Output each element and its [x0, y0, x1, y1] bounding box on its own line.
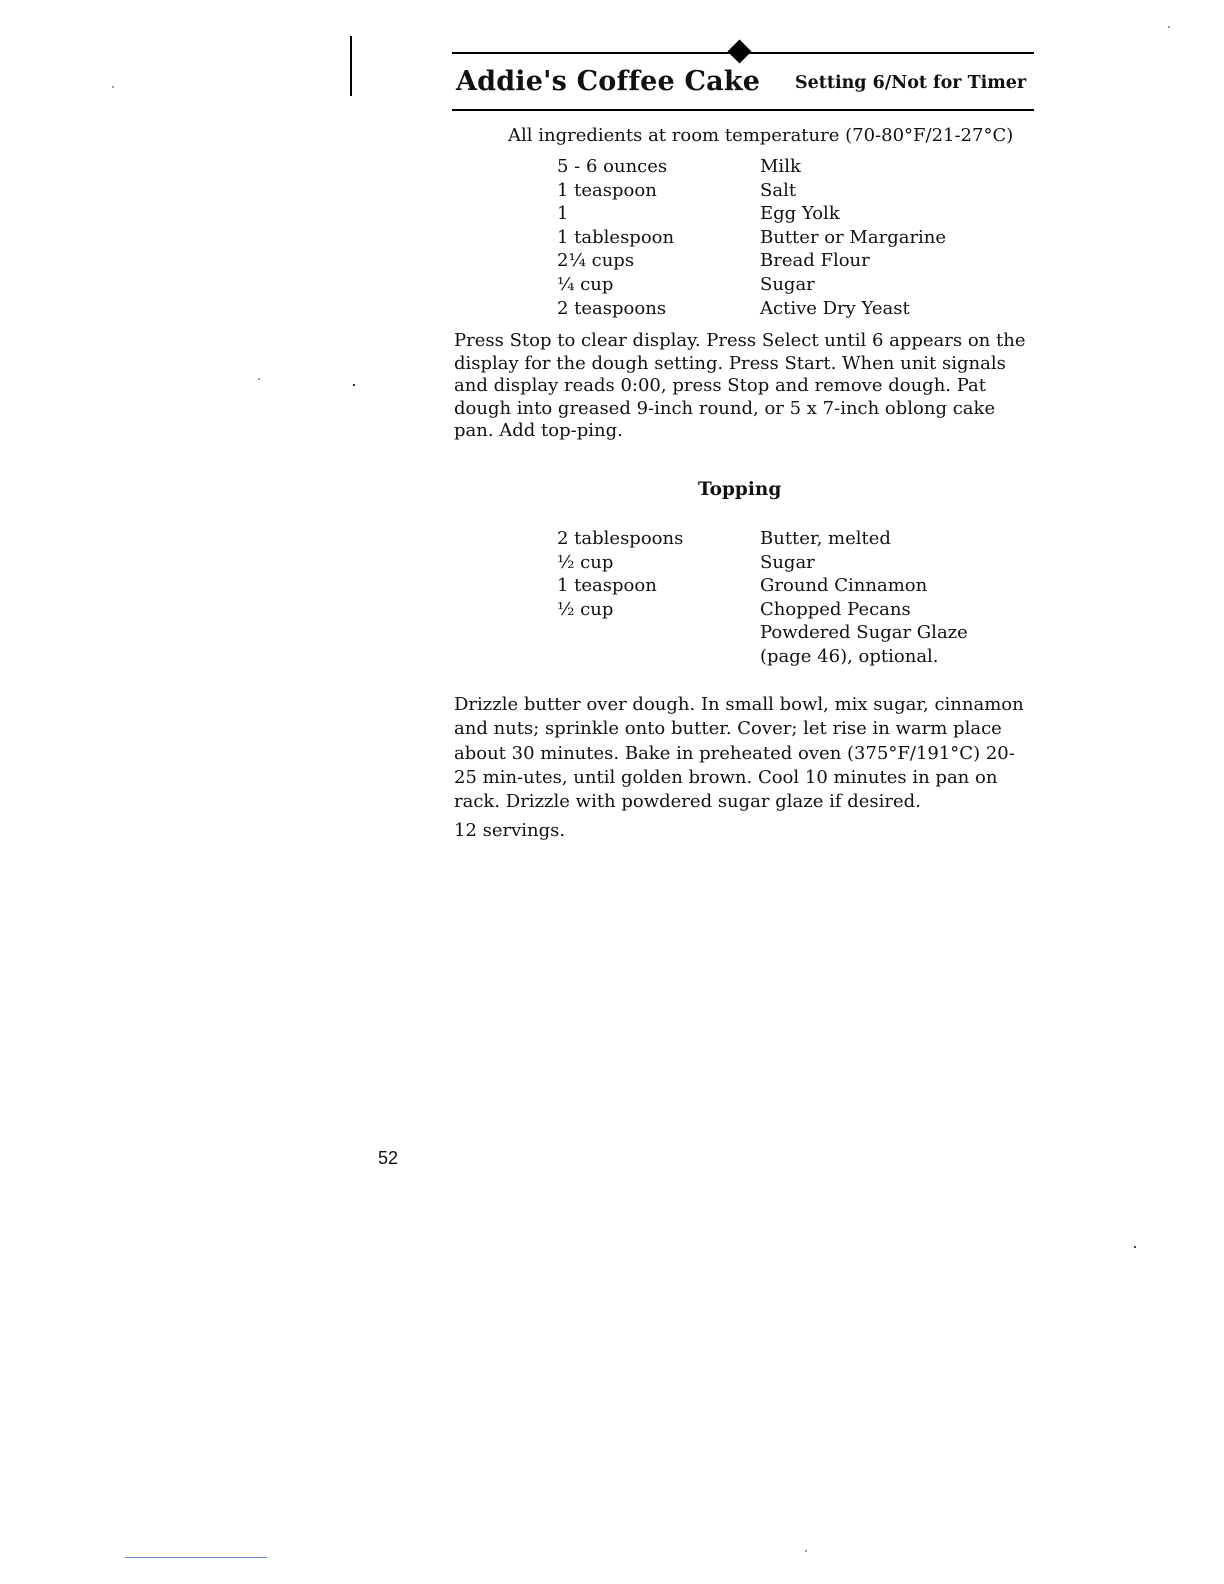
topping-item: Sugar — [760, 551, 815, 573]
ingredient-row — [557, 179, 946, 203]
ingredient-qty: 1 — [557, 203, 569, 225]
intro-note: All ingredients at room temperature (70-80°F/21-27°C) — [508, 125, 1014, 146]
ingredient-item: Butter or Margarine — [760, 226, 947, 248]
topping-row — [557, 527, 968, 551]
instructions-paragraph: Press Stop to clear display. Press Select until 6 appears on the display for the dough setting. Press Start. When unit signals and display reads 0:00, press Stop and remove dough. Pat dough into greased 9-inch round, or 5 x 7-inch oblong cake pan. Add top-ping. — [454, 330, 1026, 442]
topping-qty: ½ cup — [557, 551, 614, 573]
ingredient-qty: 2 teaspoons — [557, 297, 667, 319]
topping-row — [557, 621, 968, 645]
ingredient-item: Egg Yolk — [760, 203, 840, 225]
recipe-title: Addie's Coffee Cake — [456, 66, 761, 97]
header-bottom-rule — [452, 109, 1034, 111]
topping-item: (page 46), optional. — [760, 645, 939, 667]
topping-row — [557, 598, 968, 622]
scan-speck — [1134, 1246, 1136, 1248]
topping-row — [557, 551, 968, 575]
ingredient-item: Salt — [760, 179, 797, 201]
topping-item: Chopped Pecans — [760, 598, 911, 620]
ingredient-item: Active Dry Yeast — [760, 297, 910, 319]
diamond-ornament — [727, 39, 751, 63]
topping-item: Ground Cinnamon — [760, 575, 928, 597]
ingredient-row — [557, 155, 946, 179]
servings: 12 servings. — [454, 820, 566, 841]
scan-speck — [1168, 26, 1170, 28]
ingredient-qty: 2¼ cups — [557, 250, 635, 272]
setting-label: Setting 6/Not for Timer — [795, 73, 1027, 93]
ingredient-row — [557, 297, 946, 321]
topping-qty-empty — [557, 621, 760, 645]
topping-row — [557, 645, 968, 669]
topping-qty-empty — [557, 645, 760, 669]
scan-speck — [805, 1550, 807, 1552]
topping-item: Butter, melted — [760, 528, 891, 549]
topping-qty: ½ cup — [557, 598, 614, 620]
ingredient-item: Bread Flour — [760, 250, 870, 272]
margin-bar — [350, 36, 352, 96]
topping-qty: 1 teaspoon — [557, 575, 657, 597]
page-number: 52 — [378, 1148, 399, 1168]
scan-speck — [353, 384, 355, 386]
ingredient-qty: 1 tablespoon — [557, 226, 675, 248]
topping-list — [557, 527, 968, 669]
ingredient-row — [557, 273, 946, 297]
footer-line — [125, 1557, 267, 1558]
ingredient-row — [557, 202, 946, 226]
ingredient-row — [557, 226, 946, 250]
topping-qty: 2 tablespoons — [557, 528, 684, 549]
scan-speck — [112, 86, 114, 88]
topping-row — [557, 574, 968, 598]
ingredient-item: Milk — [760, 156, 801, 177]
ingredient-qty: ¼ cup — [557, 273, 614, 295]
ingredient-qty: 5 - 6 ounces — [557, 156, 668, 177]
ingredient-list — [557, 155, 946, 320]
ingredient-item: Sugar — [760, 273, 815, 295]
ingredient-qty: 1 teaspoon — [557, 179, 657, 201]
topping-item: Powdered Sugar Glaze — [760, 622, 968, 644]
ingredient-row — [557, 249, 946, 273]
directions-paragraph: Drizzle butter over dough. In small bowl, mix sugar, cinnamon and nuts; sprinkle onto butter. Cover; let rise in warm place about 30 minutes. Bake in preheated oven (375°F/191°C) 20-25 min-utes, until golden brown. Cool 10 minutes in pan on rack. Drizzle with powdered sugar glaze if desired. — [454, 694, 1024, 813]
scan-speck — [258, 378, 260, 380]
topping-heading: Topping — [698, 479, 782, 500]
